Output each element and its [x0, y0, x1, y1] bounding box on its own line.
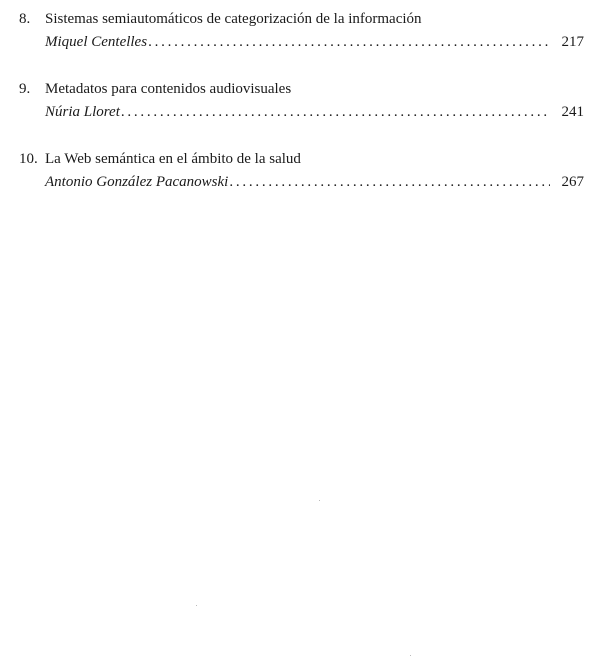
toc-entry-author-line — [45, 173, 584, 191]
dot-leader — [148, 33, 550, 51]
chapter-author: Antonio González Pacanowski — [45, 174, 229, 190]
toc-entry — [19, 80, 584, 150]
chapter-author: Miquel Centelles — [45, 34, 148, 50]
scan-speck — [410, 655, 411, 656]
chapter-author: Núria Lloret — [45, 104, 120, 120]
chapter-number: 10. — [19, 151, 38, 167]
chapter-title: La Web semántica en el ámbito de la salud — [45, 151, 301, 167]
page-number: 267 — [561, 174, 584, 190]
toc-entry — [19, 10, 584, 80]
scan-speck — [319, 500, 320, 501]
dot-leader — [229, 173, 550, 191]
toc-entry-heading — [19, 10, 584, 28]
toc-entry-author-line — [45, 103, 584, 121]
chapter-number: 8. — [19, 11, 31, 27]
toc-entry-heading — [19, 150, 584, 168]
page-number: 241 — [561, 104, 584, 120]
chapter-title: Metadatos para contenidos audiovisuales — [45, 81, 292, 97]
toc-entry-heading — [19, 80, 584, 98]
toc-entry-author-line — [45, 33, 584, 51]
toc-entry — [19, 150, 584, 220]
scan-speck — [196, 605, 197, 606]
table-of-contents — [19, 10, 584, 220]
dot-leader — [121, 103, 550, 121]
chapter-number: 9. — [19, 81, 31, 97]
chapter-title: Sistemas semiautomáticos de categorización de la información — [45, 11, 422, 27]
page-number: 217 — [561, 34, 584, 50]
